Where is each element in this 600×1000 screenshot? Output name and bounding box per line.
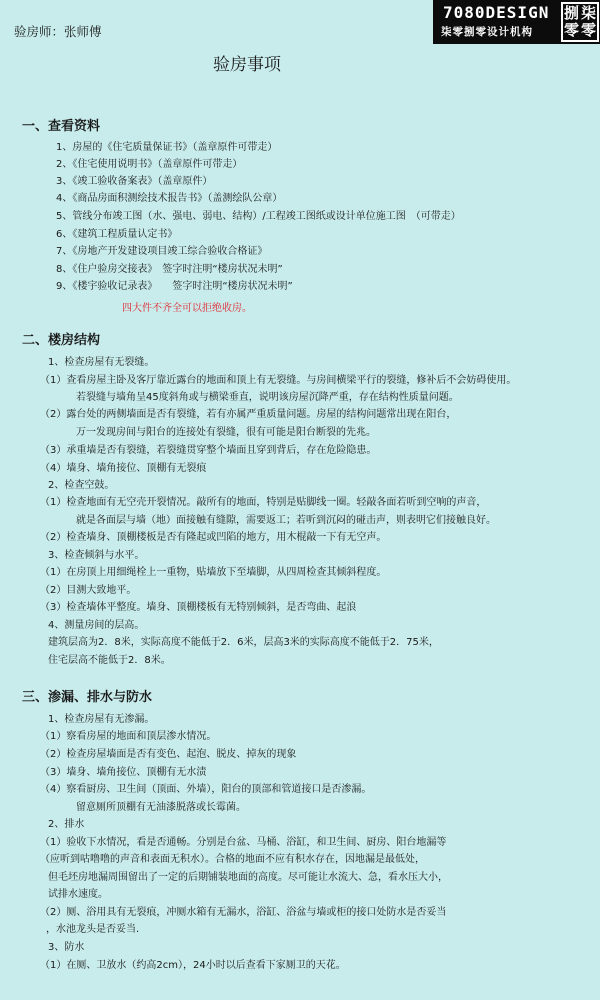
doc-line: （1）察看房屋的地面和顶层渗水情况。 — [40, 731, 217, 742]
page-title: 验房事项 — [213, 55, 281, 75]
doc-line: （2）目测大致地平。 — [40, 585, 137, 596]
doc-line: 2、检查空鼓。 — [48, 480, 115, 491]
doc-line: （1）检查地面有无空壳开裂情况。敲所有的地面，特别是贴脚线一圈。轻敲各面若听到空响的声音， — [40, 497, 487, 508]
doc-line: 5、管线分布竣工图（水、强电、弱电、结构）/工程竣工图纸或设计单位施工图 （可带走） — [56, 211, 461, 222]
doc-line: 但毛坯房地漏周围留出了一定的后期铺装地面的高度。尽可能让水流大、急，看水压大小， — [48, 872, 448, 883]
doc-line: ，水池龙头是否妥当. — [46, 924, 140, 935]
doc-line: （3）承重墙是否有裂缝，若裂缝贯穿整个墙面且穿到背后，存在危险隐患。 — [40, 445, 377, 456]
doc-line: （1）验收下水情况，看是否通畅。分别是台盆、马桶、浴缸，和卫生间、厨房、阳台地漏等 — [40, 837, 447, 848]
section-heading: 一、查看资料 — [22, 119, 101, 134]
logo-chinese: 柒零捌零设计机构 — [441, 26, 533, 38]
doc-line: 万一发现房间与阳台的连接处有裂缝，很有可能是阳台断裂的先兆。 — [76, 427, 376, 438]
doc-line: （2）检查墙身、顶棚楼板是否有隆起或凹陷的地方，用木棍敲一下有无空声。 — [40, 532, 387, 543]
doc-line: 留意厕所顶棚有无油漆脱落或长霉菌。 — [76, 802, 246, 813]
doc-line: （1）查看房屋主卧及客厅靠近露台的地面和顶上有无裂缝。与房间横梁平行的裂缝，修补后不会妨碍使用。 — [40, 375, 517, 386]
inspector-name: 验房师：张师傅 — [14, 24, 102, 39]
logo-seal-char: 零 — [580, 21, 596, 39]
doc-line: 1、检查房屋有无渗漏。 — [48, 714, 155, 725]
warning-note: 四大件不齐全可以拒绝收房。 — [122, 303, 252, 314]
doc-line: 7、《房地产开发建设项目竣工综合验收合格证》 — [56, 246, 268, 257]
doc-line: （4）察看厨房、卫生间（顶面、外墙），阳台的顶部和管道接口是否渗漏。 — [40, 784, 372, 795]
brand-logo — [433, 0, 600, 44]
doc-line: （2）露台处的两侧墙面是否有裂缝，若有亦属严重质量问题。房屋的结构问题常出现在阳台， — [40, 409, 457, 420]
doc-line: 9、《楼宇验收记录表》 签字时注明“楼房状况未明” — [56, 281, 293, 292]
logo-seal-char: 零 — [563, 21, 579, 39]
doc-line: （应听到咕噜噜的声音和表面无积水）。合格的地面不应有积水存在，因地漏是最低处， — [40, 854, 425, 865]
logo-seal-char: 柒 — [580, 4, 596, 22]
doc-line: 1、检查房屋有无裂缝。 — [48, 357, 155, 368]
doc-line: 6、《建筑工程质量认定书》 — [56, 229, 178, 240]
doc-line: （1）在厕、卫放水（约高2cm），24小时以后查看下家厕卫的天花。 — [40, 960, 346, 971]
doc-line: 4、《商品房面积测绘技术报告书》（盖测绘队公章） — [56, 193, 283, 204]
doc-line: 住宅层高不能低于2．8米。 — [48, 655, 171, 666]
doc-line: 8、《住户验房交接表》 签字时注明“楼房状况未明” — [56, 264, 283, 275]
doc-line: （1）在房顶上用细绳栓上一重物，贴墙放下至墙脚，从四周检查其倾斜程度。 — [40, 567, 387, 578]
doc-line: （2）检查房屋墙面是否有变色、起泡、脱皮、掉灰的现象 — [40, 749, 297, 760]
doc-line: （4）墙身、墙角接位、顶棚有无裂痕 — [40, 463, 207, 474]
section-heading: 三、渗漏、排水与防水 — [22, 690, 153, 705]
doc-line: （3）检查墙体平整度。墙身、顶棚楼板有无特别倾斜，是否弯曲、起浪 — [40, 602, 357, 613]
doc-line: 若裂缝与墙角呈45度斜角或与横梁垂直，说明该房屋沉降严重，存在结构性质量问题。 — [76, 392, 459, 403]
doc-line: 2、排水 — [48, 819, 85, 830]
logo-english: 7080DESIGN — [443, 3, 550, 22]
doc-line: 3、检查倾斜与水平。 — [48, 550, 145, 561]
doc-line: （2）厕、浴用具有无裂痕，冲厕水箱有无漏水，浴缸、浴盆与墙或柜的接口处防水是否妥当 — [40, 907, 447, 918]
section-heading: 二、楼房结构 — [22, 333, 101, 348]
logo-seal — [561, 2, 599, 42]
logo-seal-char: 捌 — [563, 4, 579, 22]
doc-line: 3、《竣工验收备案表》（盖章原件） — [56, 176, 213, 187]
doc-line: 试排水速度。 — [48, 889, 108, 900]
doc-line: 建筑层高为2．8米，实际高度不能低于2．6米，层高3米的实际高度不能低于2．75米， — [48, 637, 439, 648]
doc-line: 2、《住宅使用说明书》（盖章原件可带走） — [56, 159, 243, 170]
page-title-wrap — [0, 50, 600, 75]
doc-line: （3）墙身、墙角接位、顶棚有无水渍 — [40, 767, 207, 778]
doc-line: 就是各面层与墙（地）面接触有缝隙，需要返工；若听到沉闷的碰击声，则表明它们接触良好。 — [76, 515, 496, 526]
doc-line: 3、防水 — [48, 942, 85, 953]
doc-line: 1、房屋的《住宅质量保证书》（盖章原件可带走） — [56, 142, 278, 153]
doc-line: 4、测量房间的层高。 — [48, 620, 145, 631]
